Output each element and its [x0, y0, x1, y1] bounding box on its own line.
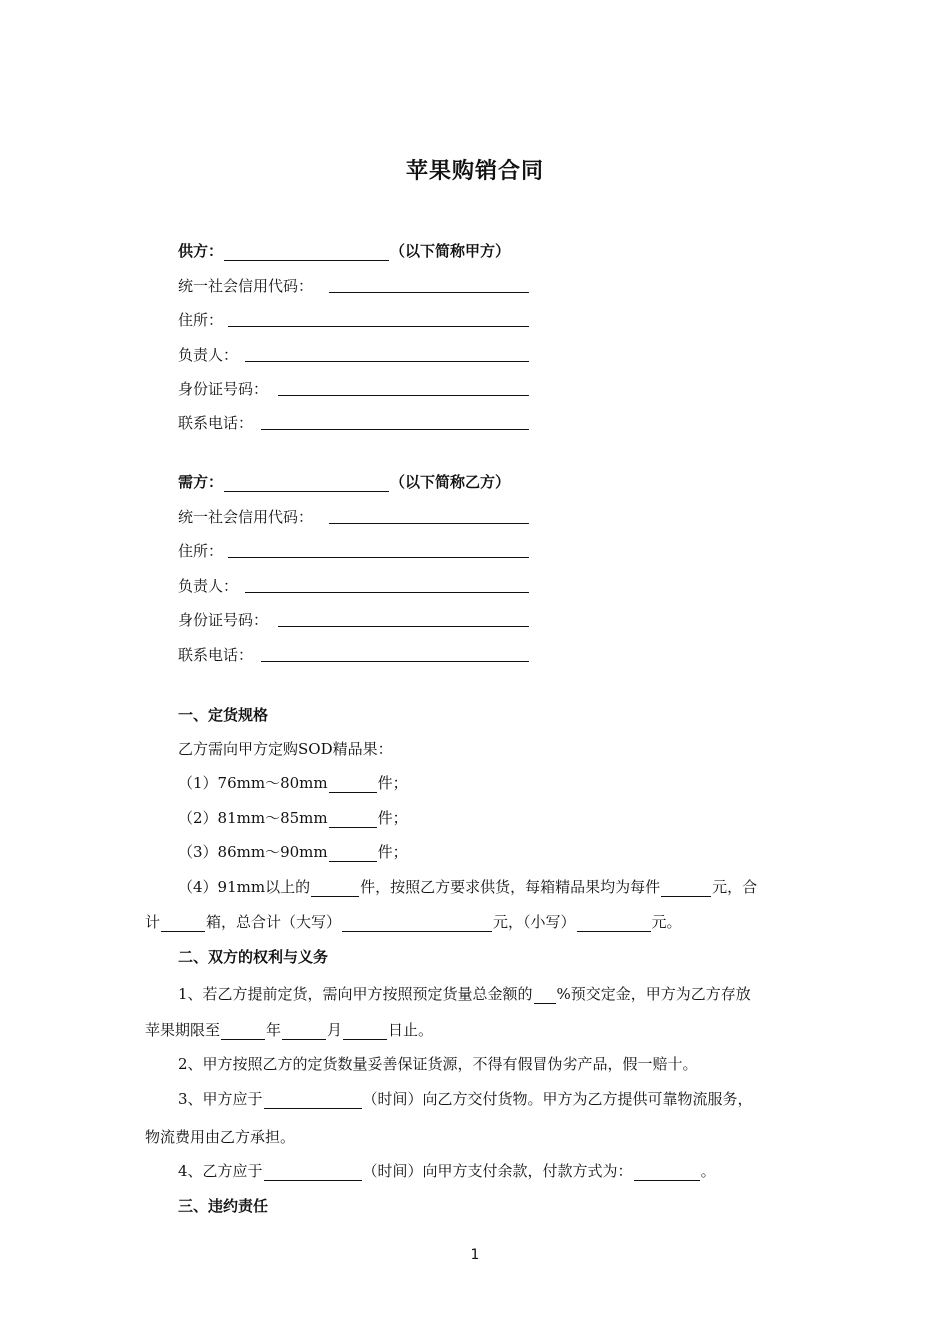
total-end: 元。: [651, 913, 682, 931]
order-item-4-post: 元，合: [712, 878, 758, 896]
supplier-address-blank[interactable]: [228, 326, 529, 327]
payment-time-blank[interactable]: [264, 1164, 362, 1181]
supplier-name-blank[interactable]: [224, 244, 389, 261]
storage-month-blank[interactable]: [282, 1023, 326, 1040]
rights-item-1-b: %预交定金，甲方为乙方存放: [556, 985, 751, 1003]
rights-item-1-f: 日止。: [388, 1021, 434, 1039]
rights-item-1-c: 苹果期限至: [145, 1021, 221, 1039]
total-words-label: 箱，总合计（大写）: [206, 913, 342, 931]
section1-intro: 乙方需向甲方定购SOD精品果：: [178, 740, 393, 758]
buyer-label: 需方：: [178, 473, 224, 491]
rights-item-1-a: 1、若乙方提前定货，需向甲方按照预定货量总金额的: [178, 985, 533, 1003]
supplier-id-label: 身份证号码：: [178, 380, 269, 398]
supplier-phone-blank[interactable]: [261, 429, 529, 430]
order-item-1-unit: 件；: [377, 774, 408, 792]
buyer-address-blank[interactable]: [228, 557, 529, 558]
section2-heading: 二、双方的权利与义务: [178, 948, 329, 966]
rights-item-1-e: 月: [327, 1021, 343, 1039]
rights-item-1-line2: [145, 1020, 433, 1040]
buyer-credit-code-label: 统一社会信用代码：: [178, 508, 314, 526]
supplier-suffix: （以下简称甲方）: [390, 242, 511, 260]
buyer-phone-blank[interactable]: [261, 661, 529, 662]
supplier-credit-code-label: 统一社会信用代码：: [178, 277, 314, 295]
delivery-time-blank[interactable]: [264, 1092, 362, 1109]
supplier-credit-code-blank[interactable]: [329, 292, 529, 293]
order-item-1-spec: （1）76mm～80mm: [178, 774, 328, 792]
storage-day-blank[interactable]: [343, 1023, 387, 1040]
buyer-phone-label: 联系电话：: [178, 646, 254, 664]
order-item-4-mid: 件，按照乙方要求供货，每箱精品果均为每件: [360, 878, 661, 896]
payment-method-blank[interactable]: [634, 1164, 700, 1181]
rights-item-4: [178, 1161, 716, 1181]
order-item-4-qty-blank[interactable]: [311, 880, 359, 897]
buyer-principal-label: 负责人：: [178, 577, 239, 595]
rights-item-3-a: 3、甲方应于: [178, 1090, 263, 1108]
buyer-id-label: 身份证号码：: [178, 611, 269, 629]
rights-item-4-b: （时间）向甲方支付余款，付款方式为：: [362, 1162, 633, 1180]
order-item-3: [178, 842, 408, 862]
rights-item-3-line2: 物流费用由乙方承担。: [145, 1128, 296, 1146]
buyer-principal-blank[interactable]: [245, 592, 529, 593]
order-item-1-qty-blank[interactable]: [329, 776, 377, 793]
order-item-2-qty-blank[interactable]: [329, 811, 377, 828]
order-item-3-spec: （3）86mm～90mm: [178, 843, 328, 861]
order-item-2-unit: 件；: [377, 809, 408, 827]
order-item-4-spec: （4）91mm以上的: [178, 878, 311, 896]
order-item-4-price-blank[interactable]: [661, 880, 711, 897]
supplier-principal-label: 负责人：: [178, 346, 239, 364]
document-title: 苹果购销合同: [405, 159, 544, 184]
total-prefix: 计: [145, 913, 161, 931]
supplier-id-blank[interactable]: [278, 395, 529, 396]
total-figures-label: 元，（小写）: [493, 913, 576, 931]
order-item-1: [178, 773, 408, 793]
total-boxes-blank[interactable]: [161, 915, 205, 932]
rights-item-2: 2、甲方按照乙方的定货数量妥善保证货源，不得有假冒伪劣产品，假一赔十。: [178, 1055, 698, 1073]
rights-item-3-b: （时间）向乙方交付货物。甲方为乙方提供可靠物流服务，: [362, 1090, 753, 1108]
section3-heading: 三、违约责任: [178, 1197, 269, 1215]
supplier-principal-blank[interactable]: [245, 361, 529, 362]
order-item-2-spec: （2）81mm～85mm: [178, 809, 328, 827]
order-item-3-qty-blank[interactable]: [329, 845, 377, 862]
deposit-percent-blank[interactable]: [534, 987, 556, 1004]
order-item-2: [178, 808, 408, 828]
buyer-name-blank[interactable]: [224, 475, 389, 492]
buyer-id-blank[interactable]: [278, 626, 529, 627]
rights-item-4-a: 4、乙方应于: [178, 1162, 263, 1180]
order-item-3-unit: 件；: [377, 843, 408, 861]
rights-item-1-line1: [178, 984, 751, 1004]
supplier-line: [178, 241, 510, 261]
section1-heading: 一、定货规格: [178, 706, 269, 724]
order-item-4-line1: [178, 877, 757, 897]
rights-item-3-line1: [178, 1089, 753, 1109]
buyer-credit-code-blank[interactable]: [329, 523, 529, 524]
buyer-suffix: （以下简称乙方）: [390, 473, 511, 491]
order-item-4-line2: [145, 912, 682, 932]
rights-item-4-c: 。: [700, 1162, 716, 1180]
supplier-phone-label: 联系电话：: [178, 414, 254, 432]
total-figures-blank[interactable]: [577, 915, 651, 932]
supplier-label: 供方：: [178, 242, 224, 260]
storage-year-blank[interactable]: [221, 1023, 265, 1040]
rights-item-1-d: 年: [266, 1021, 282, 1039]
page-number: 1: [470, 1247, 480, 1263]
supplier-address-label: 住所：: [178, 311, 224, 329]
total-words-blank[interactable]: [342, 915, 492, 932]
buyer-address-label: 住所：: [178, 542, 224, 560]
buyer-line: [178, 472, 510, 492]
